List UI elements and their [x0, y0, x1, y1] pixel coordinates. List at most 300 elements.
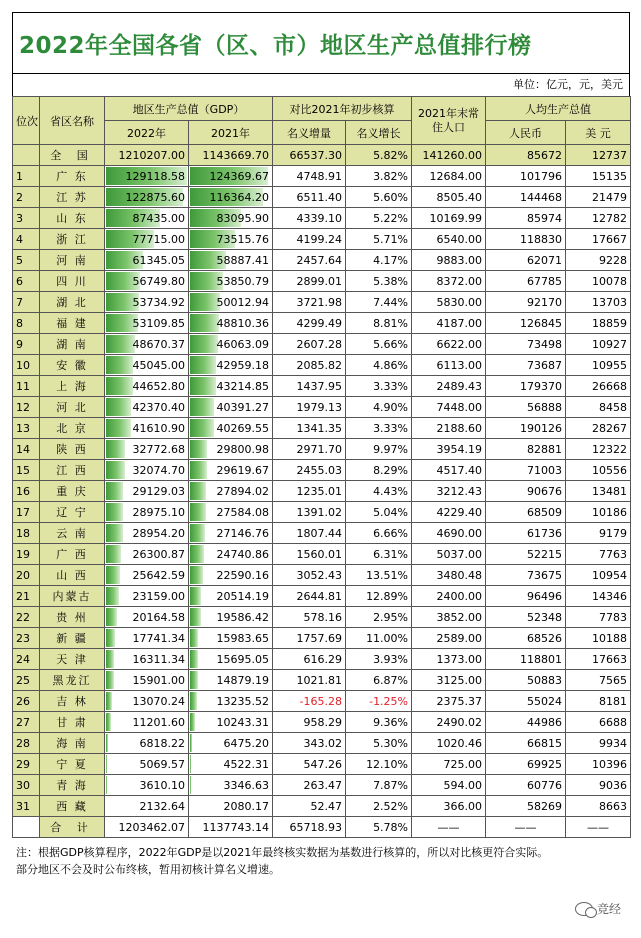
population-cell: 6540.00	[412, 229, 486, 250]
usd-cell: 10396	[566, 754, 631, 775]
rmb-cell: 56888	[486, 397, 566, 418]
rank-cell: 26	[13, 691, 40, 712]
increase-cell: 3052.43	[273, 565, 346, 586]
national-gdp-2021: 1143669.70	[189, 145, 273, 166]
population-cell: 4229.40	[412, 502, 486, 523]
gdp-2021-cell-value: 13235.52	[216, 694, 270, 708]
table-row	[13, 796, 631, 817]
gdp-2021-cell	[189, 187, 273, 208]
rank-cell: 28	[13, 733, 40, 754]
header-nominal-increase: 名义增量	[273, 121, 346, 145]
table-row	[13, 355, 631, 376]
table-row	[13, 187, 631, 208]
rmb-cell: 73675	[486, 565, 566, 586]
gdp-2021-cell	[189, 439, 273, 460]
gdp-2021-cell-value: 124369.67	[209, 169, 270, 183]
total-label: 合 计	[40, 817, 105, 838]
increase-cell: 4339.10	[273, 208, 346, 229]
rmb-cell: 61736	[486, 523, 566, 544]
gdp-2021-cell	[189, 313, 273, 334]
rmb-cell: 96496	[486, 586, 566, 607]
rank-cell: 22	[13, 607, 40, 628]
increase-cell: 2607.28	[273, 334, 346, 355]
population-cell: 366.00	[412, 796, 486, 817]
rank-cell: 1	[13, 166, 40, 187]
national-growth: 5.82%	[346, 145, 412, 166]
gdp-2022-cell-value: 2132.64	[139, 799, 185, 813]
usd-cell: 28267	[566, 418, 631, 439]
gdp-2022-cell-value: 29129.03	[132, 484, 185, 498]
gdp-2021-cell	[189, 754, 273, 775]
rmb-cell: 190126	[486, 418, 566, 439]
national-increase: 66537.30	[273, 145, 346, 166]
gdp-2022-cell-value: 61345.05	[132, 253, 185, 267]
population-cell: 2400.00	[412, 586, 486, 607]
rmb-cell: 126845	[486, 313, 566, 334]
rank-cell: 2	[13, 187, 40, 208]
growth-cell: 7.87%	[346, 775, 412, 796]
data-bar	[190, 629, 198, 647]
growth-cell: 7.44%	[346, 292, 412, 313]
table-row	[13, 691, 631, 712]
growth-cell: 4.17%	[346, 250, 412, 271]
growth-cell: 3.33%	[346, 418, 412, 439]
gdp-2021-cell	[189, 271, 273, 292]
table-row	[13, 649, 631, 670]
table-row	[13, 334, 631, 355]
data-bar	[106, 671, 114, 689]
gdp-2022-cell	[105, 418, 189, 439]
gdp-2021-cell-value: 116364.20	[209, 190, 270, 204]
gdp-2022-cell-value: 3610.10	[139, 778, 185, 792]
gdp-2022-cell-value: 122875.60	[125, 190, 185, 204]
gdp-2021-cell-value: 27584.08	[216, 505, 270, 519]
rmb-cell: 85974	[486, 208, 566, 229]
growth-cell: 3.82%	[346, 166, 412, 187]
rank-cell: 27	[13, 712, 40, 733]
table-row	[13, 481, 631, 502]
gdp-2022-cell	[105, 208, 189, 229]
province-name: 陕 西	[40, 439, 105, 460]
gdp-2022-cell	[105, 628, 189, 649]
population-cell: 8505.40	[412, 187, 486, 208]
gdp-2022-cell-value: 129118.58	[125, 169, 185, 183]
gdp-2022-cell-value: 87435.00	[132, 211, 185, 225]
gdp-2022-cell-value: 32772.68	[132, 442, 185, 456]
province-name: 山 西	[40, 565, 105, 586]
growth-cell: 4.43%	[346, 481, 412, 502]
table-row	[13, 271, 631, 292]
data-bar	[106, 356, 133, 374]
growth-cell: 5.71%	[346, 229, 412, 250]
growth-cell: 11.00%	[346, 628, 412, 649]
growth-cell: 2.52%	[346, 796, 412, 817]
data-bar	[106, 734, 108, 752]
growth-cell: 5.60%	[346, 187, 412, 208]
data-bar	[106, 482, 123, 500]
gdp-2022-cell-value: 56749.80	[132, 274, 185, 288]
footnote-line-2: 部分地区不会及时公布终核，暂用初核计算名义增速。	[16, 863, 280, 876]
table-row	[13, 460, 631, 481]
data-bar	[106, 629, 115, 647]
increase-cell: 3721.98	[273, 292, 346, 313]
growth-cell: 8.29%	[346, 460, 412, 481]
header-usd: 美 元	[566, 121, 631, 145]
total-growth: 5.78%	[346, 817, 412, 838]
gdp-2022-cell-value: 16311.34	[132, 652, 185, 666]
population-cell: 2188.60	[412, 418, 486, 439]
population-cell: 9883.00	[412, 250, 486, 271]
data-bar	[190, 713, 195, 731]
gdp-2021-cell-value: 2080.17	[223, 799, 270, 813]
table-row	[13, 229, 631, 250]
rank-cell: 7	[13, 292, 40, 313]
wechat-icon	[575, 902, 593, 916]
population-cell: 3480.48	[412, 565, 486, 586]
gdp-2022-cell-value: 48670.37	[132, 337, 185, 351]
growth-cell: 9.97%	[346, 439, 412, 460]
unit-note: 单位：亿元，元，美元	[12, 74, 630, 96]
usd-cell: 10078	[566, 271, 631, 292]
rank-cell: 15	[13, 460, 40, 481]
gdp-2022-cell-value: 42370.40	[132, 400, 185, 414]
increase-cell: 1341.35	[273, 418, 346, 439]
rank-cell: 13	[13, 418, 40, 439]
rank-cell: 29	[13, 754, 40, 775]
gdp-2021-cell	[189, 523, 273, 544]
province-name: 山 东	[40, 208, 105, 229]
rmb-cell: 44986	[486, 712, 566, 733]
province-name: 甘 肃	[40, 712, 105, 733]
table-row	[13, 733, 631, 754]
table-row	[13, 586, 631, 607]
increase-cell: 4748.91	[273, 166, 346, 187]
population-cell: 3852.00	[412, 607, 486, 628]
increase-cell: 1021.81	[273, 670, 346, 691]
growth-cell: 5.30%	[346, 733, 412, 754]
rank-cell: 25	[13, 670, 40, 691]
population-cell: 10169.99	[412, 208, 486, 229]
data-bar	[190, 587, 201, 605]
usd-cell: 9179	[566, 523, 631, 544]
data-bar	[190, 692, 197, 710]
total-gdp-2021: 1137743.14	[189, 817, 273, 838]
gdp-2021-cell-value: 3346.63	[223, 778, 270, 792]
increase-cell: 4199.24	[273, 229, 346, 250]
table-row	[13, 502, 631, 523]
gdp-2021-cell-value: 14879.19	[216, 673, 270, 687]
usd-cell: 13703	[566, 292, 631, 313]
population-cell: 12684.00	[412, 166, 486, 187]
province-name: 青 海	[40, 775, 105, 796]
province-name: 西 藏	[40, 796, 105, 817]
national-rank-cell	[13, 145, 40, 166]
increase-cell: 1560.01	[273, 544, 346, 565]
growth-cell: 5.66%	[346, 334, 412, 355]
population-cell: 5830.00	[412, 292, 486, 313]
data-bar	[190, 440, 207, 458]
population-cell: 2490.02	[412, 712, 486, 733]
gdp-2021-cell-value: 29619.67	[216, 463, 270, 477]
gdp-2021-cell-value: 15983.65	[216, 631, 270, 645]
usd-cell: 21479	[566, 187, 631, 208]
header-nominal-growth: 名义增长	[346, 121, 412, 145]
gdp-2021-cell-value: 27146.76	[216, 526, 270, 540]
gdp-2022-cell	[105, 586, 189, 607]
rank-cell: 19	[13, 544, 40, 565]
province-name: 湖 北	[40, 292, 105, 313]
usd-cell: 17663	[566, 649, 631, 670]
rmb-cell: 62071	[486, 250, 566, 271]
data-bar	[106, 608, 117, 626]
data-bar	[190, 356, 216, 374]
province-name: 上 海	[40, 376, 105, 397]
gdp-2022-cell-value: 15901.00	[132, 673, 185, 687]
table-row	[13, 313, 631, 334]
population-cell: 7448.00	[412, 397, 486, 418]
gdp-2022-cell-value: 5069.57	[139, 757, 185, 771]
rmb-cell: 60776	[486, 775, 566, 796]
increase-cell: 2455.03	[273, 460, 346, 481]
growth-cell: 5.38%	[346, 271, 412, 292]
gdp-2021-cell-value: 22590.16	[216, 568, 270, 582]
data-bar	[190, 461, 207, 479]
usd-cell: 7783	[566, 607, 631, 628]
province-name: 内蒙古	[40, 586, 105, 607]
increase-cell: 2457.64	[273, 250, 346, 271]
population-cell: 1373.00	[412, 649, 486, 670]
gdp-2022-cell	[105, 397, 189, 418]
data-bar	[190, 335, 218, 353]
rank-cell: 14	[13, 439, 40, 460]
rank-cell: 5	[13, 250, 40, 271]
rank-cell: 6	[13, 271, 40, 292]
table-row	[13, 607, 631, 628]
population-cell: 4517.40	[412, 460, 486, 481]
rank-cell: 30	[13, 775, 40, 796]
growth-cell: 12.89%	[346, 586, 412, 607]
usd-cell: 7763	[566, 544, 631, 565]
gdp-2022-cell-value: 44652.80	[132, 379, 185, 393]
gdp-2021-cell-value: 48810.36	[216, 316, 270, 330]
data-bar	[106, 440, 125, 458]
gdp-2022-cell	[105, 334, 189, 355]
province-name: 广 西	[40, 544, 105, 565]
data-bar	[106, 335, 135, 353]
increase-cell: 263.47	[273, 775, 346, 796]
rmb-cell: 73687	[486, 355, 566, 376]
gdp-2021-cell-value: 10243.31	[216, 715, 270, 729]
gdp-2021-cell-value: 40269.55	[216, 421, 270, 435]
increase-cell: 2971.70	[273, 439, 346, 460]
gdp-2022-cell	[105, 502, 189, 523]
gdp-2021-cell-value: 50012.94	[216, 295, 270, 309]
table-row	[13, 397, 631, 418]
data-bar	[106, 713, 111, 731]
gdp-2021-cell-value: 15695.05	[216, 652, 270, 666]
usd-cell: 10188	[566, 628, 631, 649]
growth-cell: 3.93%	[346, 649, 412, 670]
growth-cell: 6.31%	[346, 544, 412, 565]
province-name: 广 东	[40, 166, 105, 187]
increase-cell: 52.47	[273, 796, 346, 817]
table-row	[13, 418, 631, 439]
gdp-2022-cell	[105, 649, 189, 670]
rmb-cell: 55024	[486, 691, 566, 712]
rank-cell: 20	[13, 565, 40, 586]
national-usd: 12737	[566, 145, 631, 166]
rank-cell: 11	[13, 376, 40, 397]
growth-cell: 6.87%	[346, 670, 412, 691]
gdp-2021-cell	[189, 397, 273, 418]
increase-cell: 343.02	[273, 733, 346, 754]
gdp-2021-cell	[189, 460, 273, 481]
table-row	[13, 544, 631, 565]
usd-cell: 12322	[566, 439, 631, 460]
gdp-2021-cell-value: 20514.19	[216, 589, 270, 603]
usd-cell: 6688	[566, 712, 631, 733]
total-rmb: ——	[486, 817, 566, 838]
national-label: 全 国	[40, 145, 105, 166]
rank-cell: 3	[13, 208, 40, 229]
gdp-2021-cell	[189, 628, 273, 649]
growth-cell: 6.66%	[346, 523, 412, 544]
rank-cell: 24	[13, 649, 40, 670]
province-name: 浙 江	[40, 229, 105, 250]
data-bar	[106, 587, 119, 605]
rmb-cell: 71003	[486, 460, 566, 481]
increase-cell: 2644.81	[273, 586, 346, 607]
gdp-2022-cell	[105, 775, 189, 796]
population-cell: 2589.00	[412, 628, 486, 649]
gdp-2022-cell	[105, 355, 189, 376]
increase-cell: -165.28	[273, 691, 346, 712]
rmb-cell: 68526	[486, 628, 566, 649]
data-bar	[190, 755, 191, 773]
growth-cell: 13.51%	[346, 565, 412, 586]
rmb-cell: 67785	[486, 271, 566, 292]
province-name: 云 南	[40, 523, 105, 544]
gdp-2021-cell-value: 40391.27	[216, 400, 270, 414]
page-title: 2022年全国各省（区、市）地区生产总值排行榜	[19, 32, 532, 59]
gdp-2021-cell	[189, 712, 273, 733]
usd-cell: 9228	[566, 250, 631, 271]
rmb-cell: 69925	[486, 754, 566, 775]
data-bar	[190, 524, 205, 542]
growth-cell: 5.04%	[346, 502, 412, 523]
province-name: 江 苏	[40, 187, 105, 208]
table-body	[13, 145, 631, 817]
rank-cell: 8	[13, 313, 40, 334]
province-name: 重 庆	[40, 481, 105, 502]
gdp-2022-cell-value: 77715.00	[132, 232, 185, 246]
total-usd: ——	[566, 817, 631, 838]
usd-cell: 10927	[566, 334, 631, 355]
gdp-2022-cell-value: 25642.59	[132, 568, 185, 582]
population-cell: 5037.00	[412, 544, 486, 565]
rmb-cell: 179370	[486, 376, 566, 397]
title-box	[12, 12, 630, 74]
rank-cell: 21	[13, 586, 40, 607]
gdp-2021-cell-value: 73515.76	[216, 232, 270, 246]
header-per-capita-group: 人均生产总值	[486, 97, 631, 121]
usd-cell: 8458	[566, 397, 631, 418]
gdp-2021-cell-value: 46063.09	[216, 337, 270, 351]
rmb-cell: 90676	[486, 481, 566, 502]
table-row	[13, 439, 631, 460]
gdp-2021-cell	[189, 775, 273, 796]
footnote-line-1: 注：根据GDP核算程序，2022年GDP是以2021年最终核实数据为基数进行核算的，所以对比核更符合实际。	[16, 846, 549, 859]
gdp-2021-cell-value: 58887.41	[216, 253, 270, 267]
header-compare-group: 对比2021年初步核算	[273, 97, 412, 121]
rmb-cell: 50883	[486, 670, 566, 691]
gdp-2022-cell-value: 11201.60	[132, 715, 185, 729]
rmb-cell: 52348	[486, 607, 566, 628]
province-name: 河 北	[40, 397, 105, 418]
population-cell: 2375.37	[412, 691, 486, 712]
rmb-cell: 82881	[486, 439, 566, 460]
increase-cell: 1979.13	[273, 397, 346, 418]
usd-cell: 17667	[566, 229, 631, 250]
data-bar	[106, 545, 121, 563]
population-cell: 6113.00	[412, 355, 486, 376]
watermark-text: 竞经	[596, 902, 621, 916]
increase-cell: 4299.49	[273, 313, 346, 334]
increase-cell: 1391.02	[273, 502, 346, 523]
province-name: 四 川	[40, 271, 105, 292]
usd-cell: 9934	[566, 733, 631, 754]
total-gdp-2022: 1203462.07	[105, 817, 189, 838]
province-name: 吉 林	[40, 691, 105, 712]
increase-cell: 958.29	[273, 712, 346, 733]
increase-cell: 547.26	[273, 754, 346, 775]
province-name: 新 疆	[40, 628, 105, 649]
header-gdp-2022: 2022年	[105, 121, 189, 145]
gdp-2022-cell-value: 28954.20	[132, 526, 185, 540]
province-name: 湖 南	[40, 334, 105, 355]
gdp-2021-cell	[189, 691, 273, 712]
growth-cell: 4.90%	[346, 397, 412, 418]
gdp-2021-cell	[189, 586, 273, 607]
rank-cell: 18	[13, 523, 40, 544]
population-cell: 6622.00	[412, 334, 486, 355]
table-row	[13, 208, 631, 229]
usd-cell: 15135	[566, 166, 631, 187]
gdp-2022-cell	[105, 544, 189, 565]
rank-cell: 31	[13, 796, 40, 817]
province-name: 黑龙江	[40, 670, 105, 691]
growth-cell: 3.33%	[346, 376, 412, 397]
increase-cell: 6511.40	[273, 187, 346, 208]
gdp-2021-cell	[189, 229, 273, 250]
gdp-2021-cell	[189, 166, 273, 187]
footnote	[12, 844, 630, 878]
usd-cell: 14346	[566, 586, 631, 607]
gdp-2021-cell-value: 19586.42	[216, 610, 270, 624]
data-bar	[190, 482, 206, 500]
gdp-2021-cell-value: 27894.02	[216, 484, 270, 498]
usd-cell: 12782	[566, 208, 631, 229]
data-bar	[190, 734, 192, 752]
gdp-2021-cell-value: 53850.79	[216, 274, 270, 288]
table-row	[13, 628, 631, 649]
header-province: 省区名称	[40, 97, 105, 145]
gdp-2021-cell	[189, 355, 273, 376]
rank-cell: 23	[13, 628, 40, 649]
table-row	[13, 250, 631, 271]
population-cell: 725.00	[412, 754, 486, 775]
national-row	[13, 145, 631, 166]
